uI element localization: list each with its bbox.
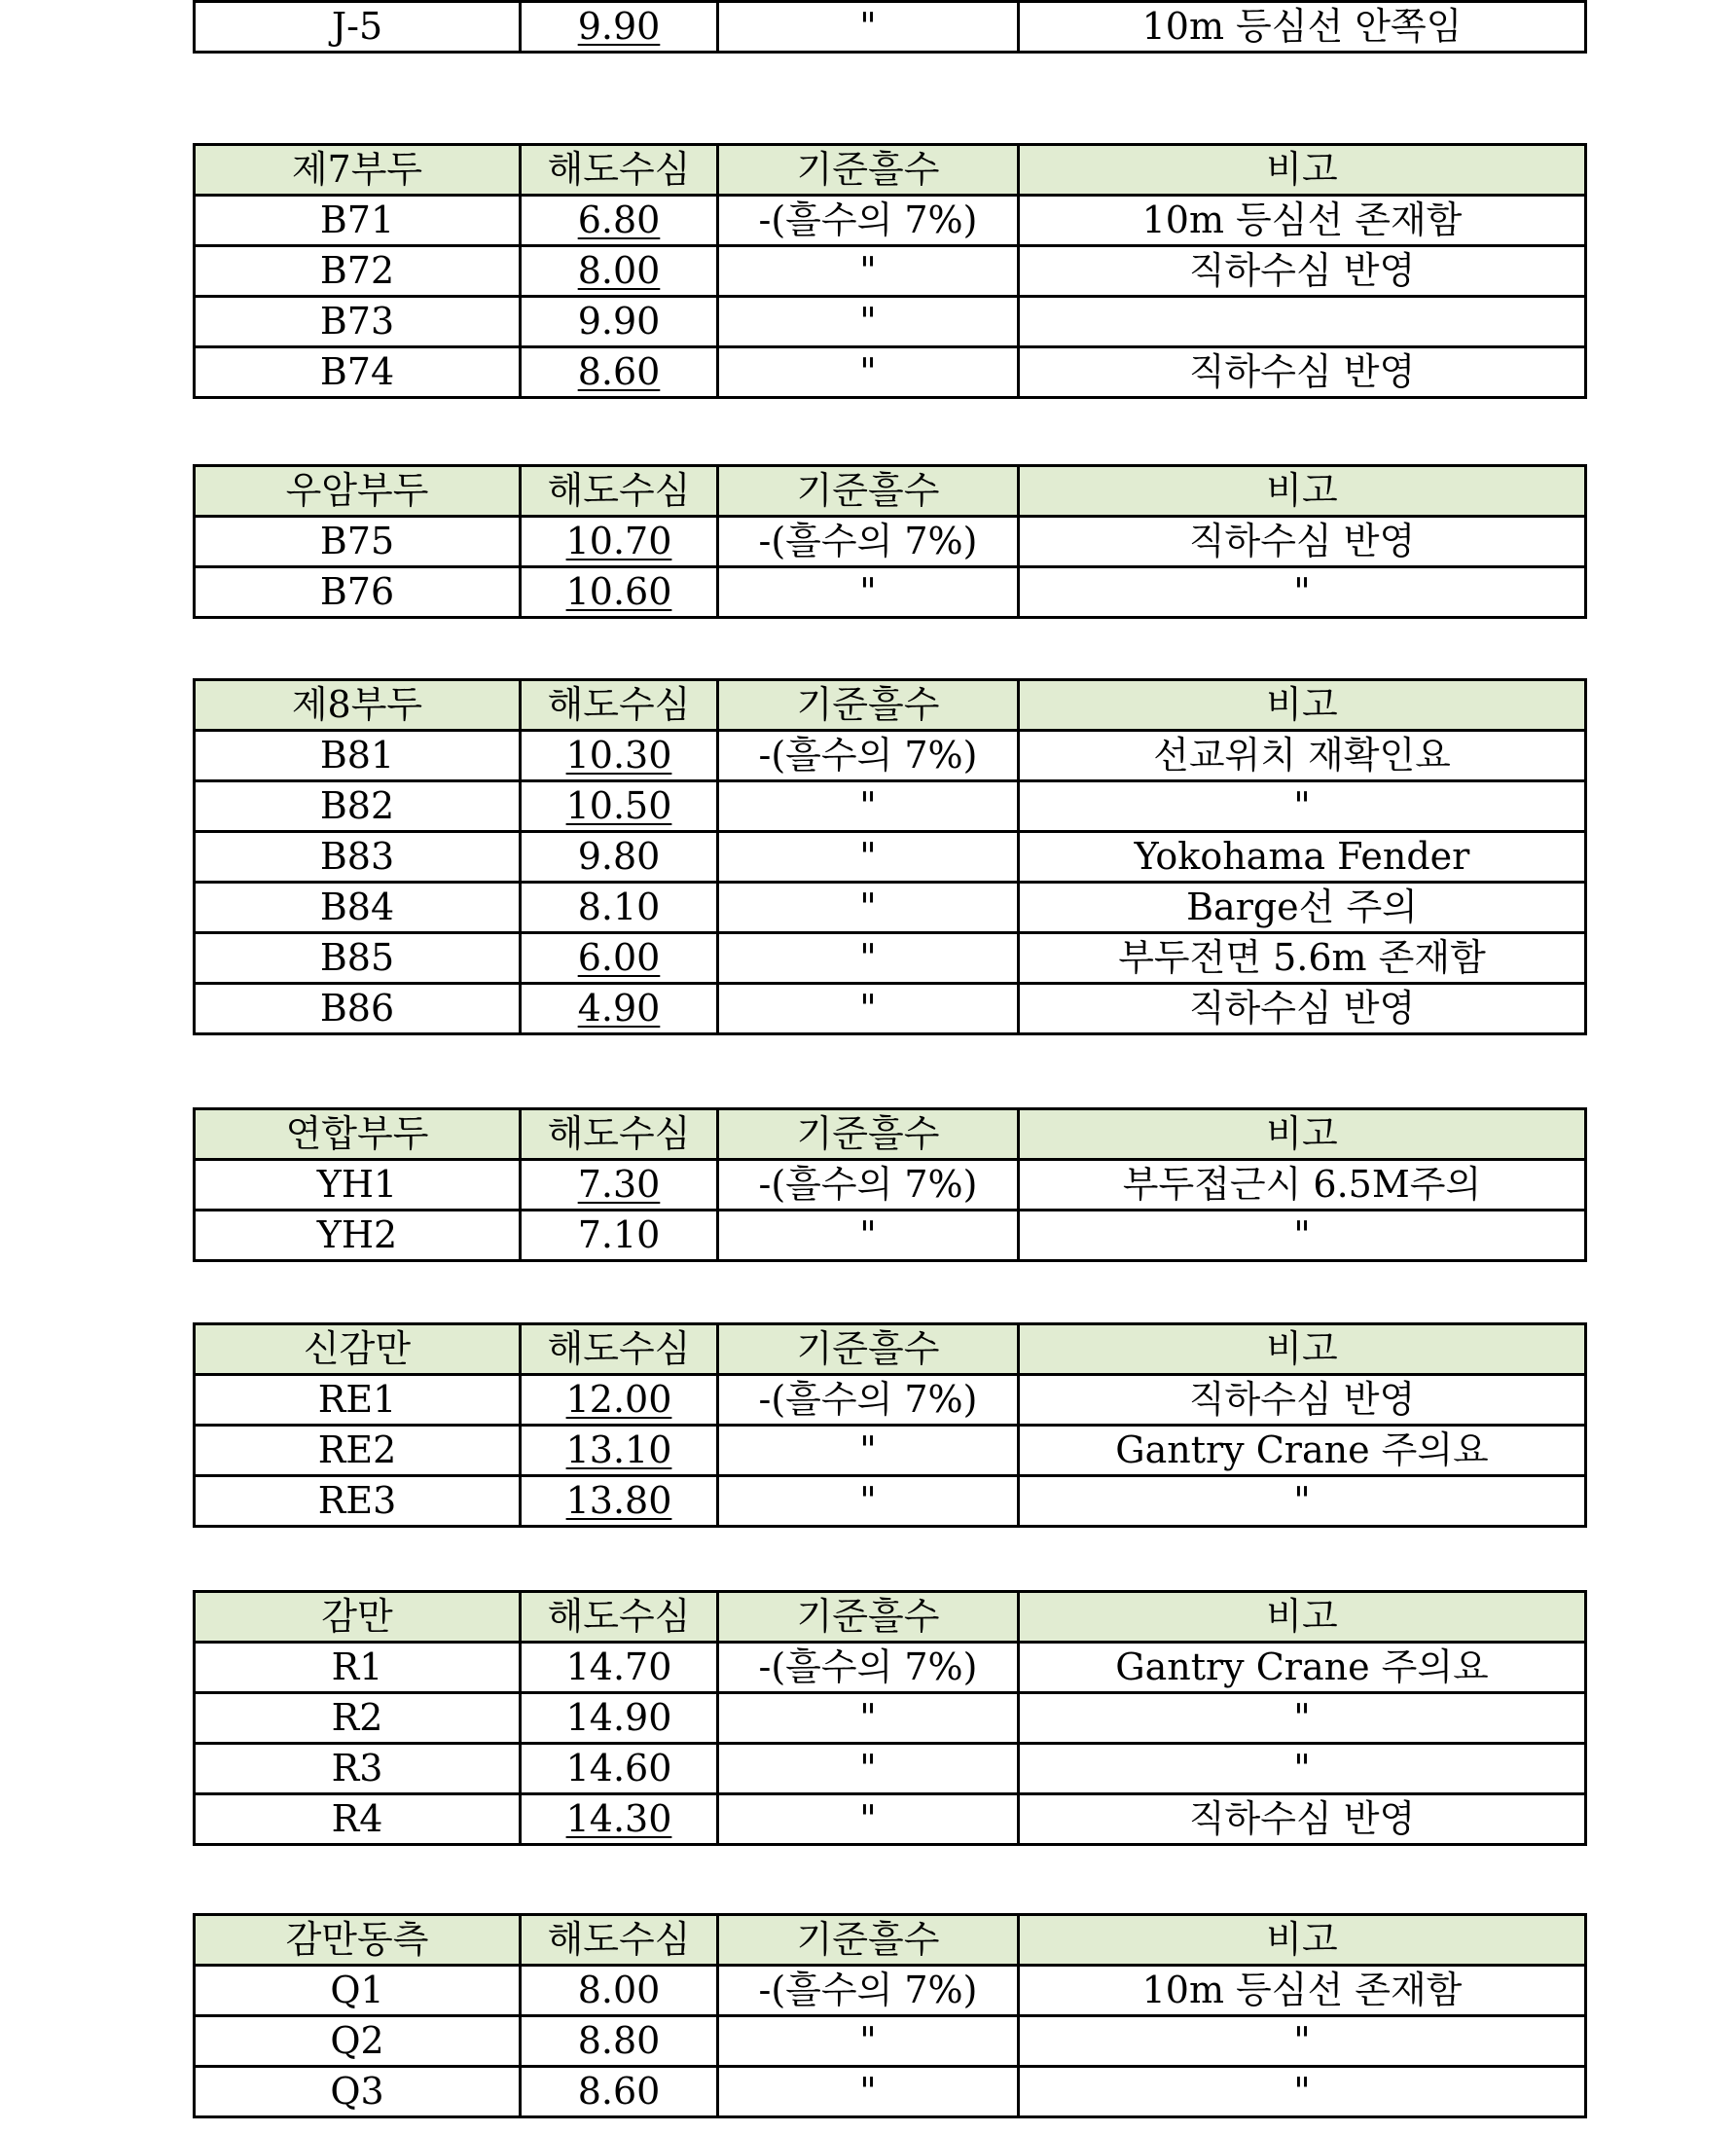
berth-cell: B85	[195, 933, 521, 984]
table-row	[195, 1375, 1586, 1426]
draft-column-header: 기준흘수	[718, 145, 1019, 196]
table-row	[195, 933, 1586, 984]
draft-column-header: 기준흘수	[718, 1592, 1019, 1643]
depth-cell-text: 7.30	[577, 1163, 661, 1206]
table-row	[195, 1211, 1586, 1261]
note-column-header: 비고	[1019, 680, 1586, 731]
depth-cell	[521, 246, 718, 297]
berth-cell: B82	[195, 781, 521, 832]
draft-column-header: 기준흘수	[718, 1109, 1019, 1160]
note-cell: 직하수심 반영	[1019, 517, 1586, 567]
table-uam-pier	[193, 464, 1587, 619]
note-cell: Barge선 주의	[1019, 883, 1586, 933]
draft-cell: -(흘수의 7%)	[718, 1643, 1019, 1693]
berth-cell: B74	[195, 347, 521, 398]
depth-cell	[521, 984, 718, 1034]
note-column-header: 비고	[1019, 145, 1586, 196]
depth-cell: 8.10	[521, 883, 718, 933]
depth-cell	[521, 1375, 718, 1426]
draft-cell: "	[718, 832, 1019, 883]
draft-cell: "	[718, 2067, 1019, 2117]
depth-cell	[521, 567, 718, 618]
draft-cell: "	[718, 1476, 1019, 1527]
draft-cell: -(흘수의 7%)	[718, 731, 1019, 781]
table-row	[195, 1643, 1586, 1693]
table-row	[195, 2, 1586, 53]
draft-cell: "	[718, 2, 1019, 53]
depth-cell-text: 8.60	[577, 350, 661, 393]
note-cell: 직하수심 반영	[1019, 984, 1586, 1034]
table-row	[195, 1966, 1586, 2016]
depth-cell	[521, 2, 718, 53]
depth-cell-text: 13.10	[565, 1428, 672, 1471]
table-row	[195, 2016, 1586, 2067]
depth-cell-text: 10.30	[565, 734, 672, 777]
note-cell: 부두접근시 6.5M주의	[1019, 1160, 1586, 1211]
depth-column-header: 해도수심	[521, 1324, 718, 1375]
table-pier-8	[193, 678, 1587, 1035]
note-column-header: 비고	[1019, 1592, 1586, 1643]
berth-cell: B83	[195, 832, 521, 883]
berth-cell: B76	[195, 567, 521, 618]
draft-column-header: 기준흘수	[718, 1915, 1019, 1966]
draft-cell: "	[718, 1211, 1019, 1261]
note-cell: Yokohama Fender	[1019, 832, 1586, 883]
table-header-row	[195, 680, 1586, 731]
berth-cell: Q2	[195, 2016, 521, 2067]
depth-cell-text: 8.00	[577, 249, 661, 292]
table-row	[195, 984, 1586, 1034]
depth-cell-text: 6.00	[577, 936, 661, 979]
table-row	[195, 2067, 1586, 2117]
berth-cell: R4	[195, 1794, 521, 1845]
depth-cell	[521, 1160, 718, 1211]
table-row	[195, 517, 1586, 567]
draft-cell: -(흘수의 7%)	[718, 517, 1019, 567]
depth-column-header: 해도수심	[521, 680, 718, 731]
draft-cell: "	[718, 297, 1019, 347]
depth-cell-text: 10.60	[565, 570, 672, 613]
table-row	[195, 246, 1586, 297]
draft-column-header: 기준흘수	[718, 466, 1019, 517]
depth-cell	[521, 1794, 718, 1845]
berth-cell: YH1	[195, 1160, 521, 1211]
berth-cell: RE1	[195, 1375, 521, 1426]
depth-cell: 8.60	[521, 2067, 718, 2117]
note-cell: 직하수심 반영	[1019, 1794, 1586, 1845]
depth-cell	[521, 781, 718, 832]
berth-cell: B72	[195, 246, 521, 297]
table-header-row	[195, 1324, 1586, 1375]
group-name-header: 제8부두	[195, 680, 521, 731]
note-cell: 선교위치 재확인요	[1019, 731, 1586, 781]
berth-cell: B86	[195, 984, 521, 1034]
berth-cell: R1	[195, 1643, 521, 1693]
draft-cell: "	[718, 347, 1019, 398]
depth-cell: 8.00	[521, 1966, 718, 2016]
berth-cell: J-5	[195, 2, 521, 53]
table-sin-gamman	[193, 1322, 1587, 1528]
group-name-header: 신감만	[195, 1324, 521, 1375]
draft-cell: "	[718, 1426, 1019, 1476]
note-cell: "	[1019, 1476, 1586, 1527]
note-cell: 부두전면 5.6m 존재함	[1019, 933, 1586, 984]
draft-cell: "	[718, 781, 1019, 832]
draft-cell: "	[718, 1744, 1019, 1794]
table-row	[195, 196, 1586, 246]
berth-cell: Q3	[195, 2067, 521, 2117]
depth-cell: 9.90	[521, 297, 718, 347]
draft-cell: -(흘수의 7%)	[718, 1375, 1019, 1426]
berth-cell: R3	[195, 1744, 521, 1794]
depth-cell-text: 10.70	[565, 520, 672, 562]
berth-cell: R2	[195, 1693, 521, 1744]
depth-cell	[521, 517, 718, 567]
depth-column-header: 해도수심	[521, 1592, 718, 1643]
depth-cell: 14.90	[521, 1693, 718, 1744]
depth-cell-text: 9.90	[577, 5, 661, 48]
table-row	[195, 1744, 1586, 1794]
berth-cell: B75	[195, 517, 521, 567]
table-row	[195, 347, 1586, 398]
berth-cell: YH2	[195, 1211, 521, 1261]
note-cell: Gantry Crane 주의요	[1019, 1643, 1586, 1693]
depth-cell-text: 14.30	[565, 1797, 672, 1840]
group-name-header: 감만	[195, 1592, 521, 1643]
berth-cell: RE3	[195, 1476, 521, 1527]
table-pier-7	[193, 143, 1587, 399]
berth-cell: B84	[195, 883, 521, 933]
table-row	[195, 1794, 1586, 1845]
note-cell: "	[1019, 2016, 1586, 2067]
depth-cell: 14.60	[521, 1744, 718, 1794]
note-column-header: 비고	[1019, 466, 1586, 517]
depth-cell	[521, 196, 718, 246]
draft-cell: "	[718, 883, 1019, 933]
group-name-header: 연합부두	[195, 1109, 521, 1160]
table-row	[195, 1426, 1586, 1476]
draft-cell: "	[718, 933, 1019, 984]
note-cell: "	[1019, 781, 1586, 832]
depth-cell: 14.70	[521, 1643, 718, 1693]
depth-cell-text: 6.80	[577, 199, 661, 241]
draft-cell: "	[718, 984, 1019, 1034]
table-row	[195, 567, 1586, 618]
table-header-row	[195, 466, 1586, 517]
depth-cell	[521, 347, 718, 398]
draft-cell: "	[718, 1693, 1019, 1744]
depth-cell	[521, 1426, 718, 1476]
note-cell: 10m 등심선 존재함	[1019, 1966, 1586, 2016]
depth-cell: 9.80	[521, 832, 718, 883]
depth-cell	[521, 1476, 718, 1527]
depth-cell: 7.10	[521, 1211, 718, 1261]
table-row	[195, 832, 1586, 883]
berth-cell: Q1	[195, 1966, 521, 2016]
depth-column-header: 해도수심	[521, 466, 718, 517]
depth-cell	[521, 933, 718, 984]
group-name-header: 제7부두	[195, 145, 521, 196]
table-header-row	[195, 1915, 1586, 1966]
berth-cell: B81	[195, 731, 521, 781]
note-cell: Gantry Crane 주의요	[1019, 1426, 1586, 1476]
note-cell: 직하수심 반영	[1019, 1375, 1586, 1426]
note-cell: 직하수심 반영	[1019, 347, 1586, 398]
depth-cell-text: 10.50	[565, 784, 672, 827]
depth-cell-text: 12.00	[565, 1378, 672, 1421]
depth-column-header: 해도수심	[521, 1915, 718, 1966]
note-cell	[1019, 297, 1586, 347]
group-name-header: 우암부두	[195, 466, 521, 517]
berth-cell: B73	[195, 297, 521, 347]
note-cell: "	[1019, 1211, 1586, 1261]
note-cell: 10m 등심선 안쪽임	[1019, 2, 1586, 53]
note-cell: "	[1019, 2067, 1586, 2117]
draft-cell: "	[718, 567, 1019, 618]
table-row	[195, 1693, 1586, 1744]
draft-cell: -(흘수의 7%)	[718, 1966, 1019, 2016]
note-cell: "	[1019, 567, 1586, 618]
note-cell: 10m 등심선 존재함	[1019, 196, 1586, 246]
depth-cell-text: 4.90	[577, 987, 661, 1030]
table-row	[195, 781, 1586, 832]
table-gamman-east	[193, 1913, 1587, 2118]
note-column-header: 비고	[1019, 1324, 1586, 1375]
draft-cell: -(흘수의 7%)	[718, 1160, 1019, 1211]
table-row	[195, 297, 1586, 347]
depth-column-header: 해도수심	[521, 1109, 718, 1160]
note-cell: 직하수심 반영	[1019, 246, 1586, 297]
depth-column-header: 해도수심	[521, 145, 718, 196]
note-cell: "	[1019, 1693, 1586, 1744]
table-header-row	[195, 1592, 1586, 1643]
table-row	[195, 1476, 1586, 1527]
note-column-header: 비고	[1019, 1915, 1586, 1966]
draft-column-header: 기준흘수	[718, 680, 1019, 731]
table-row	[195, 883, 1586, 933]
note-column-header: 비고	[1019, 1109, 1586, 1160]
draft-cell: "	[718, 246, 1019, 297]
table-j-pier	[193, 0, 1587, 54]
depth-cell-text: 13.80	[565, 1479, 672, 1522]
group-name-header: 감만동측	[195, 1915, 521, 1966]
berth-cell: B71	[195, 196, 521, 246]
table-gamman	[193, 1590, 1587, 1846]
berth-cell: RE2	[195, 1426, 521, 1476]
depth-cell	[521, 731, 718, 781]
table-row	[195, 731, 1586, 781]
table-yeonhap-pier	[193, 1107, 1587, 1262]
note-cell: "	[1019, 1744, 1586, 1794]
table-header-row	[195, 1109, 1586, 1160]
depth-cell: 8.80	[521, 2016, 718, 2067]
draft-cell: -(흘수의 7%)	[718, 196, 1019, 246]
draft-column-header: 기준흘수	[718, 1324, 1019, 1375]
draft-cell: "	[718, 1794, 1019, 1845]
draft-cell: "	[718, 2016, 1019, 2067]
table-row	[195, 1160, 1586, 1211]
table-header-row	[195, 145, 1586, 196]
